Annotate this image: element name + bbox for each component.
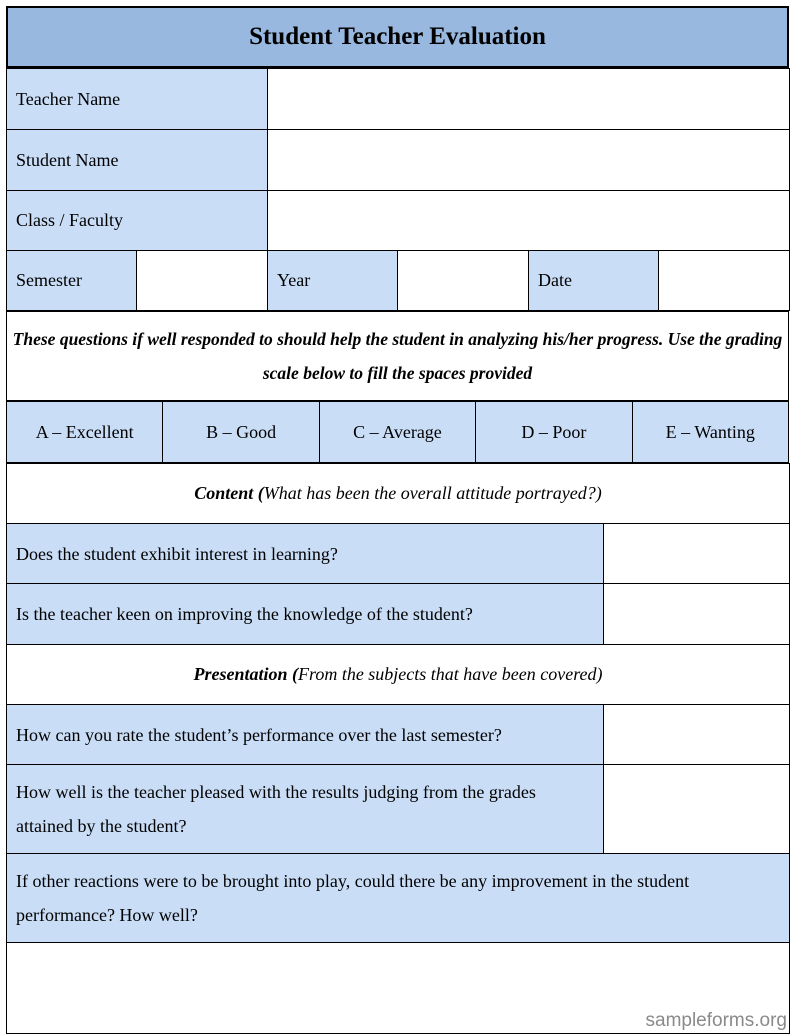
class-faculty-field[interactable]: [268, 191, 790, 251]
content-heading-label: Content (: [194, 483, 264, 503]
grade-poor: D – Poor: [476, 402, 632, 463]
instructions-text: These questions if well responded to should help the student in analyzing his/her progress. Use the grading scale below to fill the spaces provided: [7, 312, 789, 401]
presentation-heading-note: From the subjects that have been covered): [297, 664, 603, 684]
instructions-table: [6, 311, 789, 401]
year-label: Year: [268, 251, 398, 311]
presentation-section-heading: [7, 645, 790, 705]
content-answer-2[interactable]: [604, 584, 790, 645]
grading-scale: [6, 401, 789, 463]
presentation-answer-2[interactable]: [604, 765, 790, 854]
date-label: Date: [529, 251, 659, 311]
info-table: [6, 68, 790, 311]
content-question-2: Is the teacher keen on improving the knowledge of the student?: [7, 584, 604, 645]
form-title: Student Teacher Evaluation: [6, 6, 789, 68]
grade-average: C – Average: [319, 402, 475, 463]
presentation-heading-label: Presentation (: [193, 664, 298, 684]
final-question: If other reactions were to be brought into play, could there be any improvement in the student performance? How well?: [7, 854, 790, 943]
evaluation-form: [6, 6, 789, 1034]
watermark: sampleforms.org: [645, 1010, 787, 1031]
presentation-question-2: How well is the teacher pleased with the results judging from the grades attained by the student?: [7, 765, 604, 854]
grade-excellent: A – Excellent: [7, 402, 163, 463]
grade-wanting: E – Wanting: [632, 402, 788, 463]
content-answer-1[interactable]: [604, 524, 790, 584]
presentation-question-1: How can you rate the student’s performance over the last semester?: [7, 705, 604, 765]
semester-field[interactable]: [137, 251, 268, 311]
student-name-label: Student Name: [7, 130, 268, 191]
teacher-name-field[interactable]: [268, 69, 790, 130]
year-field[interactable]: [398, 251, 529, 311]
teacher-name-label: Teacher Name: [7, 69, 268, 130]
content-heading-note: What has been the overall attitude portrayed?): [263, 483, 602, 503]
semester-label: Semester: [7, 251, 137, 311]
content-section-heading: [7, 464, 790, 524]
presentation-answer-1[interactable]: [604, 705, 790, 765]
class-faculty-label: Class / Faculty: [7, 191, 268, 251]
content-question-1: Does the student exhibit interest in learning?: [7, 524, 604, 584]
date-field[interactable]: [659, 251, 790, 311]
grade-good: B – Good: [163, 402, 319, 463]
questions-table: [6, 463, 790, 1034]
student-name-field[interactable]: [268, 130, 790, 191]
